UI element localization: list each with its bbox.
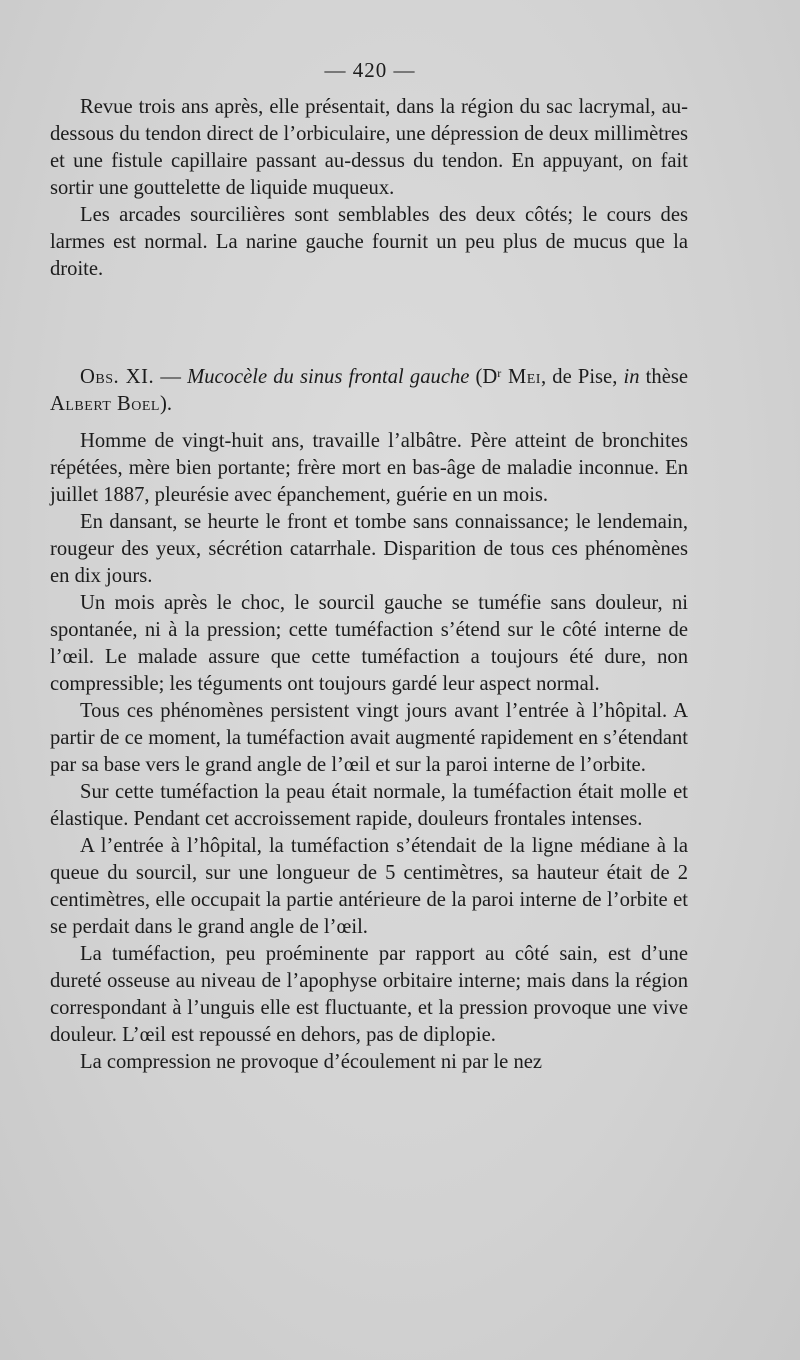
observation-title: Mucocèle du sinus frontal gauche	[187, 366, 470, 388]
paragraph: Revue trois ans après, elle présentait, dans la région du sac lacrymal, au-dessous du tendon direct de l’orbiculaire, une dépression de deux millimètres et une fistule capillaire passant au-dessus du tendon. En appuyant, on fait sortir une gouttelette de liquide muqueux.	[50, 96, 688, 199]
source-ref: Albert Boel	[50, 393, 160, 415]
paragraph: Homme de vingt-huit ans, travaille l’albâtre. Père atteint de bronchites répétées, mère bien portante; frère mort en bas-âge de maladie inconnue. En juillet 1887, pleurésie avec épanchement, guérie en un mois.	[50, 430, 688, 506]
paragraph: Un mois après le choc, le sourcil gauche se tuméfie sans douleur, ni spontanée, ni à la pression; cette tuméfaction s’étend sur le côté interne de l’œil. Le malade assure que cette tuméfaction a toujours été dure, non compressible; les téguments ont toujours gardé leur aspect normal.	[50, 592, 688, 695]
source-these: thèse	[639, 366, 688, 388]
observation-section	[50, 360, 688, 1076]
source-author: Mei	[501, 366, 541, 388]
heading-dash: —	[154, 366, 188, 388]
paragraph: La compression ne provoque d’écoulement ni par le nez	[80, 1051, 543, 1073]
continuation-text	[50, 94, 688, 283]
paragraph: Les arcades sourcilières sont semblables des deux côtés; le cours des larmes est normal. La narine gauche fournit un peu plus de mucus que la droite.	[50, 204, 688, 280]
paragraph: En dansant, se heurte le front et tombe sans connaissance; le lendemain, rougeur des yeux, sécrétion catarrhale. Disparition de tous ces phénomènes en dix jours.	[50, 511, 688, 587]
source-close: ).	[159, 393, 172, 415]
observation-heading	[50, 360, 688, 418]
observation-label: Obs. XI.	[80, 366, 155, 388]
paragraph: La tuméfaction, peu proéminente par rapport au côté sain, est d’une dureté osseuse au niveau de l’apophyse orbitaire interne; mais dans la région correspondant à l’unguis elle est fluctuante, et la pression provoque une vive douleur. L’œil est repoussé en dehors, pas de diplopie.	[50, 943, 688, 1046]
page-number: — 420 —	[324, 58, 416, 82]
paragraph: Tous ces phénomènes persistent vingt jours avant l’entrée à l’hôpital. A partir de ce moment, la tuméfaction avait augmenté rapidement en s’étendant par sa base vers le grand angle de l’œil et sur la paroi interne de l’orbite.	[50, 700, 688, 776]
source-in: in	[623, 366, 640, 388]
paragraph: Sur cette tuméfaction la peau était normale, la tuméfaction était molle et élastique. Pendant cet accroissement rapide, douleurs frontales intenses.	[50, 781, 688, 830]
paragraph: A l’entrée à l’hôpital, la tuméfaction s’étendait de la ligne médiane à la queue du sourcil, sur une longueur de 5 centimètres, sa hauteur était de 2 centimètres, elle occupait la partie antérieure de la paroi interne de l’orbite et se perdait dans le grand angle de l’œil.	[50, 835, 688, 938]
source-place: , de Pise,	[540, 366, 624, 388]
source-open: (D	[469, 366, 498, 388]
source-sup: r	[497, 366, 502, 380]
